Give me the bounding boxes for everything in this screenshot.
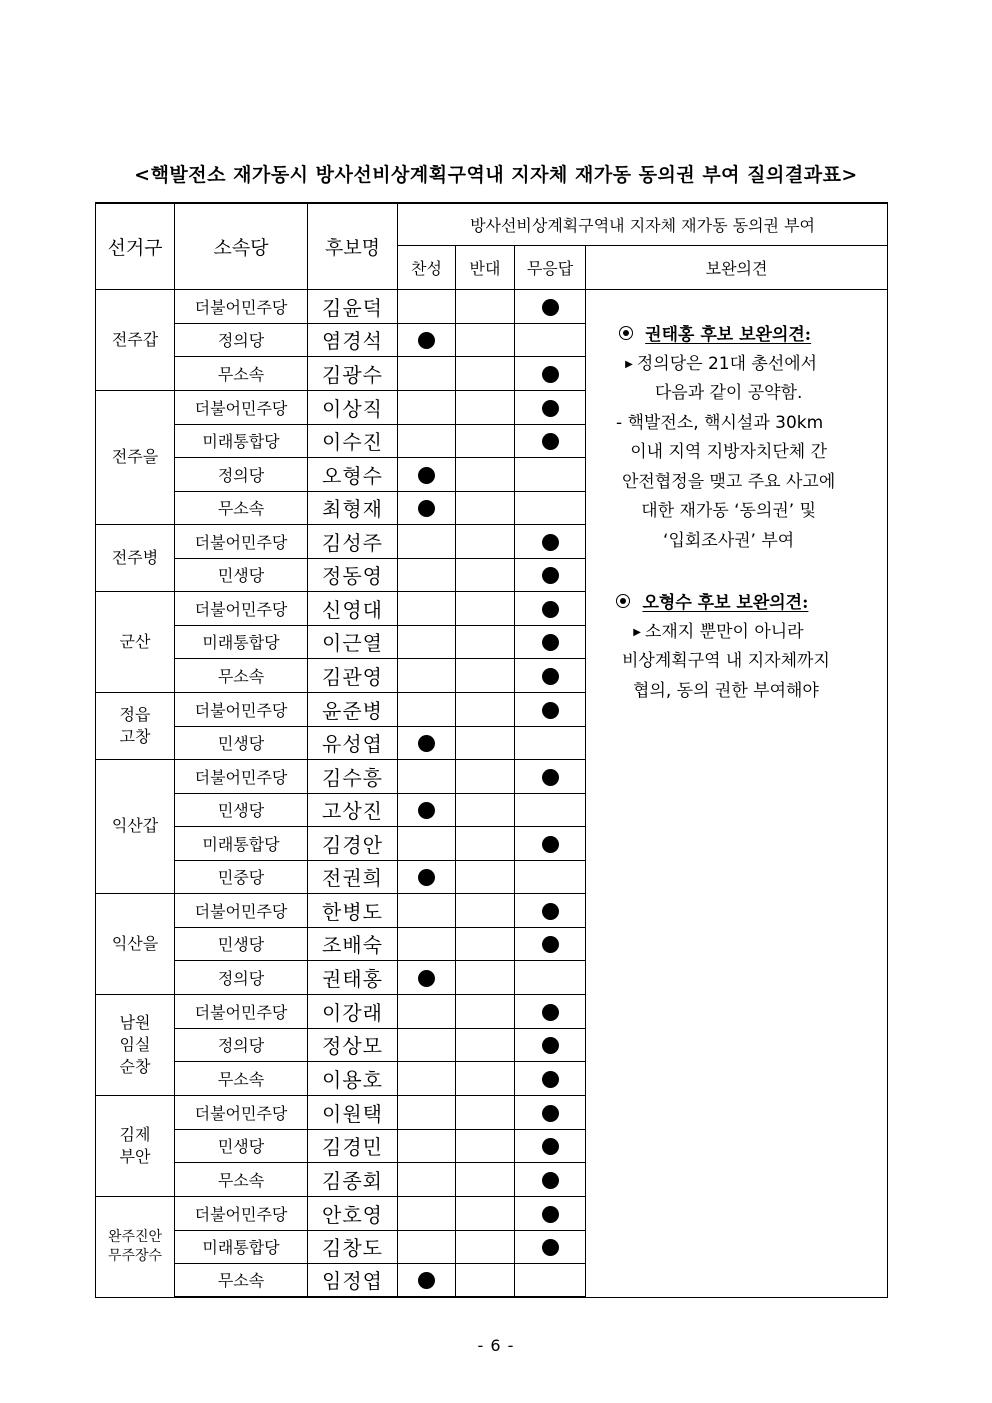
agree-cell bbox=[398, 726, 456, 759]
response-marker-dot bbox=[418, 735, 435, 752]
oppose-cell bbox=[456, 692, 515, 726]
agree-cell bbox=[398, 1162, 456, 1196]
response-marker-dot bbox=[542, 567, 559, 584]
table-row bbox=[96, 289, 888, 323]
candidate-cell: 김경안 bbox=[308, 826, 398, 860]
no-response-cell bbox=[515, 289, 586, 323]
candidate-cell: 오형수 bbox=[308, 457, 398, 491]
oppose-cell bbox=[456, 658, 515, 692]
page-number: - 6 - bbox=[477, 1336, 515, 1355]
response-marker-dot bbox=[542, 1105, 559, 1122]
no-response-cell bbox=[515, 390, 586, 424]
note-heading-text: 권태홍 후보 보완의견: bbox=[645, 324, 812, 345]
response-marker-dot bbox=[542, 1071, 559, 1088]
no-response-cell bbox=[515, 994, 586, 1028]
no-response-cell bbox=[515, 1061, 586, 1095]
agree-cell bbox=[398, 558, 456, 591]
district-name: 고창 bbox=[119, 726, 151, 746]
note-line bbox=[595, 618, 830, 648]
oppose-cell bbox=[456, 960, 515, 994]
note-line bbox=[595, 379, 835, 409]
response-marker-dot bbox=[418, 332, 435, 349]
bullseye-icon bbox=[619, 326, 633, 340]
no-response-cell bbox=[515, 726, 586, 759]
response-marker-dot bbox=[418, 1272, 435, 1289]
agree-cell bbox=[398, 994, 456, 1028]
party-cell: 미래통합당 bbox=[175, 625, 308, 658]
candidate-cell: 김광수 bbox=[308, 356, 398, 390]
note-line bbox=[595, 350, 835, 380]
party-cell: 더불어민주당 bbox=[175, 759, 308, 793]
oppose-cell bbox=[456, 323, 515, 356]
candidate-cell: 신영대 bbox=[308, 591, 398, 625]
party-cell: 더불어민주당 bbox=[175, 994, 308, 1028]
oppose-cell bbox=[456, 625, 515, 658]
response-marker-dot bbox=[542, 769, 559, 786]
note-block-kwon bbox=[595, 320, 835, 557]
candidate-cell: 한병도 bbox=[308, 893, 398, 927]
no-response-cell bbox=[515, 558, 586, 591]
note-line bbox=[595, 527, 835, 557]
agree-cell bbox=[398, 424, 456, 457]
candidate-cell: 김관영 bbox=[308, 658, 398, 692]
no-response-cell bbox=[515, 1028, 586, 1061]
agree-cell bbox=[398, 658, 456, 692]
oppose-cell bbox=[456, 356, 515, 390]
oppose-cell bbox=[456, 390, 515, 424]
response-marker-dot bbox=[542, 1138, 559, 1155]
district-name: 군산 bbox=[119, 631, 151, 651]
candidate-cell: 이근열 bbox=[308, 625, 398, 658]
header-no-response: 무응답 bbox=[515, 245, 586, 289]
party-cell: 민생당 bbox=[175, 1129, 308, 1162]
note-line-text: 대한 재가동 ‘동의권’ 및 bbox=[641, 501, 817, 521]
district-name: 임실 bbox=[119, 1034, 151, 1054]
party-cell: 미래통합당 bbox=[175, 826, 308, 860]
candidate-cell: 김성주 bbox=[308, 524, 398, 558]
candidate-cell: 정상모 bbox=[308, 1028, 398, 1061]
no-response-cell bbox=[515, 759, 586, 793]
triangle-bullet-icon: ▶ bbox=[633, 626, 641, 638]
party-cell: 더불어민주당 bbox=[175, 1196, 308, 1230]
candidate-cell: 이원택 bbox=[308, 1095, 398, 1129]
no-response-cell bbox=[515, 491, 586, 524]
response-marker-dot bbox=[542, 1004, 559, 1021]
agree-cell bbox=[398, 1263, 456, 1297]
district-cell bbox=[96, 591, 175, 692]
candidate-cell: 이수진 bbox=[308, 424, 398, 457]
no-response-cell bbox=[515, 826, 586, 860]
note-line bbox=[595, 647, 830, 677]
no-response-cell bbox=[515, 692, 586, 726]
party-cell: 정의당 bbox=[175, 960, 308, 994]
note-line-text: - 핵발전소, 핵시설과 30km bbox=[616, 412, 824, 433]
note-heading-text: 오형수 후보 보완의견: bbox=[642, 592, 809, 613]
candidate-cell: 전권희 bbox=[308, 860, 398, 893]
header-notes: 보완의견 bbox=[586, 245, 888, 289]
note-heading bbox=[595, 588, 830, 618]
note-line bbox=[595, 677, 830, 707]
triangle-bullet-icon: ▶ bbox=[625, 358, 633, 370]
no-response-cell bbox=[515, 323, 586, 356]
bullseye-icon bbox=[616, 594, 630, 608]
response-marker-dot bbox=[542, 1037, 559, 1054]
party-cell: 더불어민주당 bbox=[175, 524, 308, 558]
party-cell: 민생당 bbox=[175, 793, 308, 826]
candidate-cell: 권태홍 bbox=[308, 960, 398, 994]
district-cell bbox=[96, 692, 175, 759]
note-line-text: 이내 지역 지방자치단체 간 bbox=[630, 442, 828, 462]
party-cell: 무소속 bbox=[175, 1061, 308, 1095]
candidate-cell: 이상직 bbox=[308, 390, 398, 424]
response-marker-dot bbox=[542, 433, 559, 450]
candidate-cell: 이강래 bbox=[308, 994, 398, 1028]
candidate-cell: 정동영 bbox=[308, 558, 398, 591]
oppose-cell bbox=[456, 1162, 515, 1196]
district-name: 김제 bbox=[119, 1124, 151, 1144]
oppose-cell bbox=[456, 457, 515, 491]
oppose-cell bbox=[456, 1095, 515, 1129]
agree-cell bbox=[398, 524, 456, 558]
district-name: 남원 bbox=[119, 1012, 151, 1032]
agree-cell bbox=[398, 289, 456, 323]
agree-cell bbox=[398, 1061, 456, 1095]
oppose-cell bbox=[456, 491, 515, 524]
oppose-cell bbox=[456, 826, 515, 860]
header-oppose: 반대 bbox=[456, 245, 515, 289]
district-name: 전주을 bbox=[111, 447, 159, 466]
district-name: 완주진안 bbox=[107, 1228, 163, 1245]
no-response-cell bbox=[515, 1230, 586, 1263]
agree-cell bbox=[398, 591, 456, 625]
no-response-cell bbox=[515, 424, 586, 457]
note-line-text: 다음과 같이 공약함. bbox=[654, 383, 803, 403]
candidate-cell: 김창도 bbox=[308, 1230, 398, 1263]
oppose-cell bbox=[456, 1230, 515, 1263]
candidate-cell: 유성엽 bbox=[308, 726, 398, 759]
response-marker-dot bbox=[542, 903, 559, 920]
agree-cell bbox=[398, 457, 456, 491]
party-cell: 미래통합당 bbox=[175, 424, 308, 457]
candidate-cell: 염경석 bbox=[308, 323, 398, 356]
district-name: 전주갑 bbox=[111, 329, 159, 349]
party-cell: 무소속 bbox=[175, 491, 308, 524]
response-marker-dot bbox=[542, 601, 559, 618]
agree-cell bbox=[398, 893, 456, 927]
oppose-cell bbox=[456, 1129, 515, 1162]
document-title: <핵발전소 재가동시 방사선비상계획구역내 지자체 재가동 동의권 부여 질의결과표> bbox=[134, 164, 858, 186]
no-response-cell bbox=[515, 860, 586, 893]
party-cell: 무소속 bbox=[175, 658, 308, 692]
oppose-cell bbox=[456, 591, 515, 625]
oppose-cell bbox=[456, 994, 515, 1028]
party-cell: 무소속 bbox=[175, 1263, 308, 1297]
agree-cell bbox=[398, 1095, 456, 1129]
agree-cell bbox=[398, 860, 456, 893]
oppose-cell bbox=[456, 927, 515, 960]
agree-cell bbox=[398, 927, 456, 960]
response-marker-dot bbox=[542, 668, 559, 685]
party-cell: 더불어민주당 bbox=[175, 390, 308, 424]
agree-cell bbox=[398, 1129, 456, 1162]
oppose-cell bbox=[456, 289, 515, 323]
note-line-text: 소재지 뿐만이 아니라 bbox=[644, 621, 804, 642]
no-response-cell bbox=[515, 1095, 586, 1129]
note-line-text: 안전협정을 맺고 주요 사고에 bbox=[622, 471, 836, 492]
district-cell bbox=[96, 893, 175, 994]
no-response-cell bbox=[515, 356, 586, 390]
agree-cell bbox=[398, 1230, 456, 1263]
note-line bbox=[595, 409, 835, 439]
oppose-cell bbox=[456, 558, 515, 591]
note-line bbox=[595, 438, 835, 468]
response-marker-dot bbox=[418, 869, 435, 886]
no-response-cell bbox=[515, 1263, 586, 1297]
note-heading bbox=[595, 320, 835, 350]
agree-cell bbox=[398, 793, 456, 826]
party-cell: 민생당 bbox=[175, 927, 308, 960]
header-main: 방사선비상계획구역내 지자체 재가동 동의권 부여 bbox=[398, 203, 888, 245]
candidate-cell: 김종회 bbox=[308, 1162, 398, 1196]
district-name: 정읍 bbox=[119, 704, 151, 724]
oppose-cell bbox=[456, 1028, 515, 1061]
note-line-text: ‘입회조사권’ 부여 bbox=[663, 530, 795, 551]
party-cell: 민생당 bbox=[175, 726, 308, 759]
agree-cell bbox=[398, 491, 456, 524]
agree-cell bbox=[398, 625, 456, 658]
response-marker-dot bbox=[542, 634, 559, 651]
agree-cell bbox=[398, 390, 456, 424]
response-marker-dot bbox=[542, 1172, 559, 1189]
district-name: 부안 bbox=[119, 1146, 151, 1166]
agree-cell bbox=[398, 356, 456, 390]
candidate-cell: 이용호 bbox=[308, 1061, 398, 1095]
oppose-cell bbox=[456, 524, 515, 558]
response-marker-dot bbox=[542, 534, 559, 551]
agree-cell bbox=[398, 826, 456, 860]
oppose-cell bbox=[456, 759, 515, 793]
candidate-cell: 최형재 bbox=[308, 491, 398, 524]
party-cell: 더불어민주당 bbox=[175, 289, 308, 323]
party-cell: 민중당 bbox=[175, 860, 308, 893]
district-name: 무주장수 bbox=[107, 1247, 163, 1264]
no-response-cell bbox=[515, 591, 586, 625]
note-line bbox=[595, 468, 835, 498]
note-line-text: 비상계획구역 내 지자체까지 bbox=[622, 651, 830, 671]
no-response-cell bbox=[515, 457, 586, 491]
response-marker-dot bbox=[542, 366, 559, 383]
district-cell bbox=[96, 759, 175, 893]
district-cell bbox=[96, 1095, 175, 1196]
response-marker-dot bbox=[542, 400, 559, 417]
district-cell bbox=[96, 994, 175, 1095]
party-cell: 더불어민주당 bbox=[175, 692, 308, 726]
candidate-cell: 안호영 bbox=[308, 1196, 398, 1230]
oppose-cell bbox=[456, 893, 515, 927]
party-cell: 민생당 bbox=[175, 558, 308, 591]
oppose-cell bbox=[456, 793, 515, 826]
party-cell: 정의당 bbox=[175, 457, 308, 491]
response-marker-dot bbox=[418, 970, 435, 987]
party-cell: 정의당 bbox=[175, 1028, 308, 1061]
response-marker-dot bbox=[418, 467, 435, 484]
candidate-cell: 김경민 bbox=[308, 1129, 398, 1162]
no-response-cell bbox=[515, 524, 586, 558]
oppose-cell bbox=[456, 1263, 515, 1297]
agree-cell bbox=[398, 323, 456, 356]
district-cell bbox=[96, 390, 175, 524]
response-marker-dot bbox=[542, 936, 559, 953]
district-cell bbox=[96, 524, 175, 591]
district-cell bbox=[96, 289, 175, 390]
notes-cell bbox=[586, 289, 888, 1297]
header-row-1 bbox=[96, 203, 888, 245]
header-party: 소속당 bbox=[175, 203, 308, 289]
note-line-text: 정의당은 21대 총선에서 bbox=[636, 353, 818, 374]
candidate-cell: 윤준병 bbox=[308, 692, 398, 726]
response-marker-dot bbox=[542, 702, 559, 719]
header-district: 선거구 bbox=[96, 203, 175, 289]
response-marker-dot bbox=[542, 299, 559, 316]
response-marker-dot bbox=[542, 1206, 559, 1223]
oppose-cell bbox=[456, 1196, 515, 1230]
oppose-cell bbox=[456, 1061, 515, 1095]
survey-results-table bbox=[95, 202, 888, 1298]
party-cell: 무소속 bbox=[175, 356, 308, 390]
no-response-cell bbox=[515, 658, 586, 692]
party-cell: 더불어민주당 bbox=[175, 591, 308, 625]
agree-cell bbox=[398, 1196, 456, 1230]
oppose-cell bbox=[456, 860, 515, 893]
candidate-cell: 김윤덕 bbox=[308, 289, 398, 323]
agree-cell bbox=[398, 960, 456, 994]
no-response-cell bbox=[515, 927, 586, 960]
district-name: 익산을 bbox=[111, 933, 159, 953]
candidate-cell: 임정엽 bbox=[308, 1263, 398, 1297]
agree-cell bbox=[398, 692, 456, 726]
district-cell bbox=[96, 1196, 175, 1297]
party-cell: 더불어민주당 bbox=[175, 893, 308, 927]
oppose-cell bbox=[456, 424, 515, 457]
district-name: 전주병 bbox=[111, 547, 159, 567]
no-response-cell bbox=[515, 893, 586, 927]
party-cell: 무소속 bbox=[175, 1162, 308, 1196]
candidate-cell: 고상진 bbox=[308, 793, 398, 826]
no-response-cell bbox=[515, 1129, 586, 1162]
no-response-cell bbox=[515, 1196, 586, 1230]
no-response-cell bbox=[515, 1162, 586, 1196]
party-cell: 정의당 bbox=[175, 323, 308, 356]
note-block-oh bbox=[595, 588, 830, 707]
district-name: 익산갑 bbox=[111, 816, 159, 835]
agree-cell bbox=[398, 1028, 456, 1061]
candidate-cell: 김수흥 bbox=[308, 759, 398, 793]
response-marker-dot bbox=[418, 500, 435, 517]
oppose-cell bbox=[456, 726, 515, 759]
no-response-cell bbox=[515, 793, 586, 826]
response-marker-dot bbox=[542, 836, 559, 853]
note-line-text: 협의, 동의 권한 부여해야 bbox=[633, 680, 819, 701]
no-response-cell bbox=[515, 625, 586, 658]
response-marker-dot bbox=[542, 1239, 559, 1256]
district-name: 순창 bbox=[119, 1056, 151, 1076]
agree-cell bbox=[398, 759, 456, 793]
note-line bbox=[595, 497, 835, 527]
response-marker-dot bbox=[418, 802, 435, 819]
party-cell: 더불어민주당 bbox=[175, 1095, 308, 1129]
header-agree: 찬성 bbox=[398, 245, 456, 289]
party-cell: 미래통합당 bbox=[175, 1230, 308, 1263]
no-response-cell bbox=[515, 960, 586, 994]
candidate-cell: 조배숙 bbox=[308, 927, 398, 960]
header-candidate: 후보명 bbox=[308, 203, 398, 289]
